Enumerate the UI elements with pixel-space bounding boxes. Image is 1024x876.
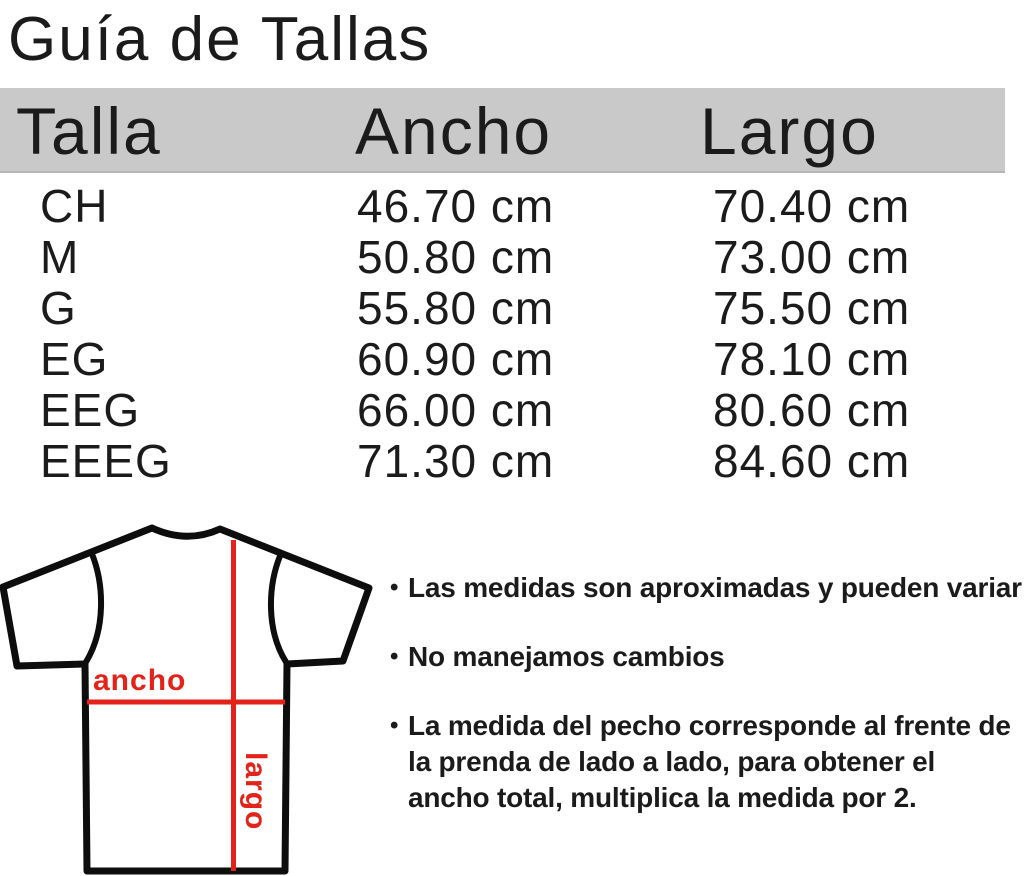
length-value: 75.50 cm: [713, 282, 911, 334]
size-label: EEG: [40, 384, 141, 436]
ancho-label: ancho: [93, 664, 187, 697]
size-table: [0, 181, 1005, 487]
note-item: [390, 639, 1022, 675]
note-text: La medida del pecho corresponde al frente de la prenda de lado a lado, para obtener el ancho total, multiplica la medida por 2.: [408, 710, 1011, 813]
table-row: [0, 385, 1005, 436]
size-label: G: [40, 282, 77, 334]
width-value: 46.70 cm: [357, 180, 555, 232]
length-value: 78.10 cm: [713, 333, 911, 385]
header-ancho: Ancho: [355, 94, 553, 168]
note-item: [390, 708, 1022, 816]
table-row: [0, 334, 1005, 385]
tshirt-icon: [0, 514, 380, 876]
size-label: M: [40, 231, 80, 283]
length-value: 80.60 cm: [713, 384, 911, 436]
bullet-icon: •: [390, 712, 399, 739]
width-value: 66.00 cm: [357, 384, 555, 436]
notes-list: [390, 570, 1022, 849]
note-item: [390, 570, 1022, 606]
largo-label: largo: [239, 752, 272, 831]
table-row: [0, 436, 1005, 487]
bullet-icon: •: [390, 574, 399, 601]
width-value: 60.90 cm: [357, 333, 555, 385]
header-talla: Talla: [16, 94, 162, 168]
table-row: [0, 181, 1005, 232]
size-label: CH: [40, 180, 109, 232]
page-title: Guía de Tallas: [8, 5, 432, 74]
table-header-band: [0, 88, 1005, 173]
width-value: 71.30 cm: [357, 435, 555, 487]
size-label: EG: [40, 333, 109, 385]
bullet-icon: •: [390, 643, 399, 670]
length-value: 84.60 cm: [713, 435, 911, 487]
length-value: 70.40 cm: [713, 180, 911, 232]
header-largo: Largo: [700, 94, 879, 168]
table-row: [0, 232, 1005, 283]
table-row: [0, 283, 1005, 334]
width-value: 55.80 cm: [357, 282, 555, 334]
length-value: 73.00 cm: [713, 231, 911, 283]
tshirt-diagram: [0, 514, 380, 876]
note-text: Las medidas son aproximadas y pueden variar: [408, 572, 1022, 603]
note-text: No manejamos cambios: [408, 641, 725, 672]
size-label: EEEG: [40, 435, 172, 487]
width-value: 50.80 cm: [357, 231, 555, 283]
